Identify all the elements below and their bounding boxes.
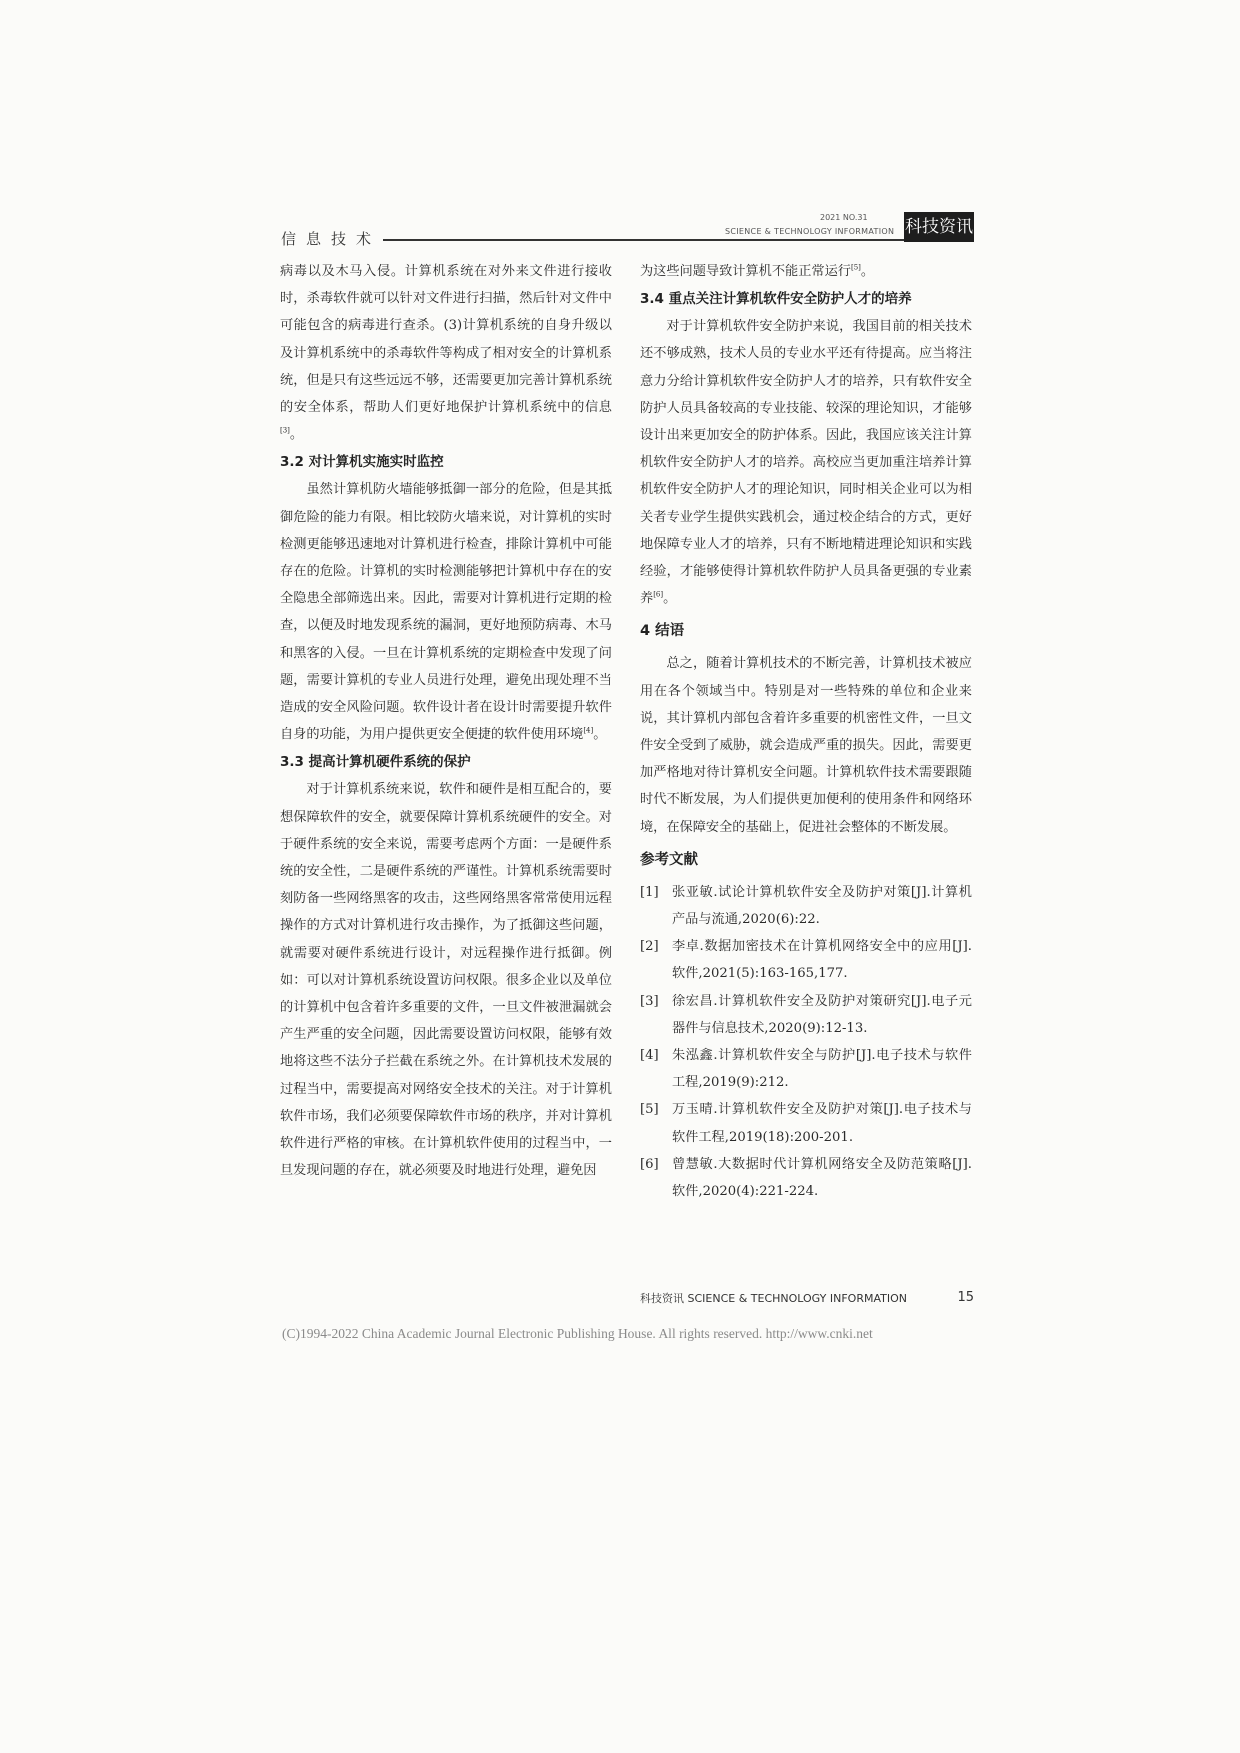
heading-3-2: 3.2 对计算机实施实时监控: [280, 454, 444, 471]
paragraph-continued: 病毒以及木马入侵。计算机系统在对外来文件进行接收时，杀毒软件就可以针对文件进行扫描，然后针对文件中可能包含的病毒进行查杀。(3)计算机系统的自身升级以及计算机系统中的杀毒软件等构成了相对安全的计算机系统，但是只有这些远远不够，还需要更加完善计算机系统的安全体系，帮助人们更好地保护计算机系统中的信息[3]。: [280, 264, 612, 443]
heading-3-4: 3.4 重点关注计算机软件安全防护人才的培养: [640, 291, 912, 308]
citation-4: [4]: [583, 726, 594, 735]
header-section-label: 信息技术: [281, 230, 382, 248]
reference-item: [6] 曾慧敏.大数据时代计算机网络安全及防范策略[J].软件,2020(4):221-224.: [640, 1156, 972, 1200]
paragraph-3-4: 对于计算机软件安全防护来说，我国目前的相关技术还不够成熟，技术人员的专业水平还有待提高。应当将注意力分给计算机软件安全防护人才的培养，只有软件安全防护人员具备较高的专业技能、较深的理论知识，才能够设计出来更加安全的防护体系。因此，我国应该关注计算机软件安全防护人才的培养。高校应当更加重注培养计算机软件安全防护人才的理论知识，同时相关企业可以为相关者专业学生提供实践机会，通过校企结合的方式，更好地保障专业人才的培养，只有不断地精进理论知识和实践经验，才能够使得计算机软件防护人员具备更强的专业素养[6]。: [640, 319, 972, 607]
heading-3-3: 3.3 提高计算机硬件系统的保护: [280, 754, 471, 771]
references-list: [640, 879, 972, 1205]
heading-4-conclusion: 4 结语: [640, 623, 685, 640]
header-rule: [383, 239, 904, 241]
left-column: [280, 258, 612, 1185]
paragraph-3-3: 对于计算机系统来说，软件和硬件是相互配合的，要想保障软件的安全，就要保障计算机系统硬件的安全。对于硬件系统的安全来说，需要考虑两个方面：一是硬件系统的安全性，二是硬件系统的严谨性。计算机系统需要时刻防备一些网络黑客的攻击，这些网络黑客常常使用远程操作的方式对计算机进行攻击操作，为了抵御这些问题，就需要对硬件系统进行设计，对远程操作进行抵御。例如：可以对计算机系统设置访问权限。很多企业以及单位的计算机中包含着许多重要的文件，一旦文件被泄漏就会产生严重的安全问题，因此需要设置访问权限，能够有效地将这些不法分子拦截在系统之外。在计算机技术发展的过程当中，需要提高对网络安全技术的关注。对于计算机软件市场，我们必须要保障软件市场的秩序，并对计算机软件进行严格的审核。在计算机软件使用的过程当中，一旦发现问题的存在，就必须要及时地进行处理，避免因: [280, 782, 612, 1179]
reference-item: [1] 张亚敏.试论计算机软件安全及防护对策[J].计算机产品与流通,2020(6):22.: [640, 884, 972, 928]
right-column: [640, 258, 972, 1205]
paragraph-conclusion: 总之，随着计算机技术的不断完善，计算机技术被应用在各个领域当中。特别是对一些特殊的单位和企业来说，其计算机内部包含着许多重要的机密性文件，一旦文件安全受到了威胁，就会造成严重的损失。因此，需要更加严格地对待计算机安全问题。计算机软件技术需要跟随时代不断发展，为人们提供更加便利的使用条件和网络环境，在保障安全的基础上，促进社会整体的不断发展。: [640, 656, 972, 835]
header-issue: 2021 NO.31: [820, 213, 868, 222]
reference-item: [4] 朱泓鑫.计算机软件安全与防护[J].电子技术与软件工程,2019(9):212.: [640, 1048, 972, 1091]
journal-logo: 科技资讯: [904, 212, 974, 242]
reference-item: [2] 李卓.数据加密技术在计算机网络安全中的应用[J].软件,2021(5):163-165,177.: [640, 939, 972, 982]
header-journal-en: SCIENCE & TECHNOLOGY INFORMATION: [725, 227, 895, 236]
reference-item: [5] 万玉晴.计算机软件安全及防护对策[J].电子技术与软件工程,2019(18):200-201.: [640, 1102, 972, 1145]
citation-3: [3]: [280, 426, 290, 435]
copyright-line: (C)1994-2022 China Academic Journal Electronic Publishing House. All rights reserved. http://www.cnki.net: [282, 1326, 873, 1341]
page-footer: [640, 1290, 974, 1306]
paragraph-continued-right: 为这些问题导致计算机不能正常运行[5]。: [640, 263, 875, 279]
references-title: 参考文献: [640, 851, 698, 868]
reference-item: [3] 徐宏昌.计算机软件安全及防护对策研究[J].电子元器件与信息技术,2020(9):12-13.: [640, 993, 972, 1036]
citation-6: [6]: [653, 590, 664, 599]
page-number: 15: [957, 1290, 974, 1305]
citation-5: [5]: [851, 263, 861, 272]
footer-journal: 科技资讯 SCIENCE & TECHNOLOGY INFORMATION: [640, 1292, 907, 1305]
paragraph-3-2: 虽然计算机防火墙能够抵御一部分的危险，但是其抵御危险的能力有限。相比较防火墙来说，对计算机的实时检测更能够迅速地对计算机进行检查，排除计算机中可能存在的危险。计算机的实时检测能够把计算机中存在的安全隐患全部筛选出来。因此，需要对计算机进行定期的检查，以便及时地发现系统的漏洞，更好地预防病毒、木马和黑客的入侵。一旦在计算机系统的定期检查中发现了问题，需要计算机的专业人员进行处理，避免出现处理不当造成的安全风险问题。软件设计者在设计时需要提升软件自身的功能，为用户提供更安全便捷的软件使用环境[4]。: [280, 482, 612, 743]
